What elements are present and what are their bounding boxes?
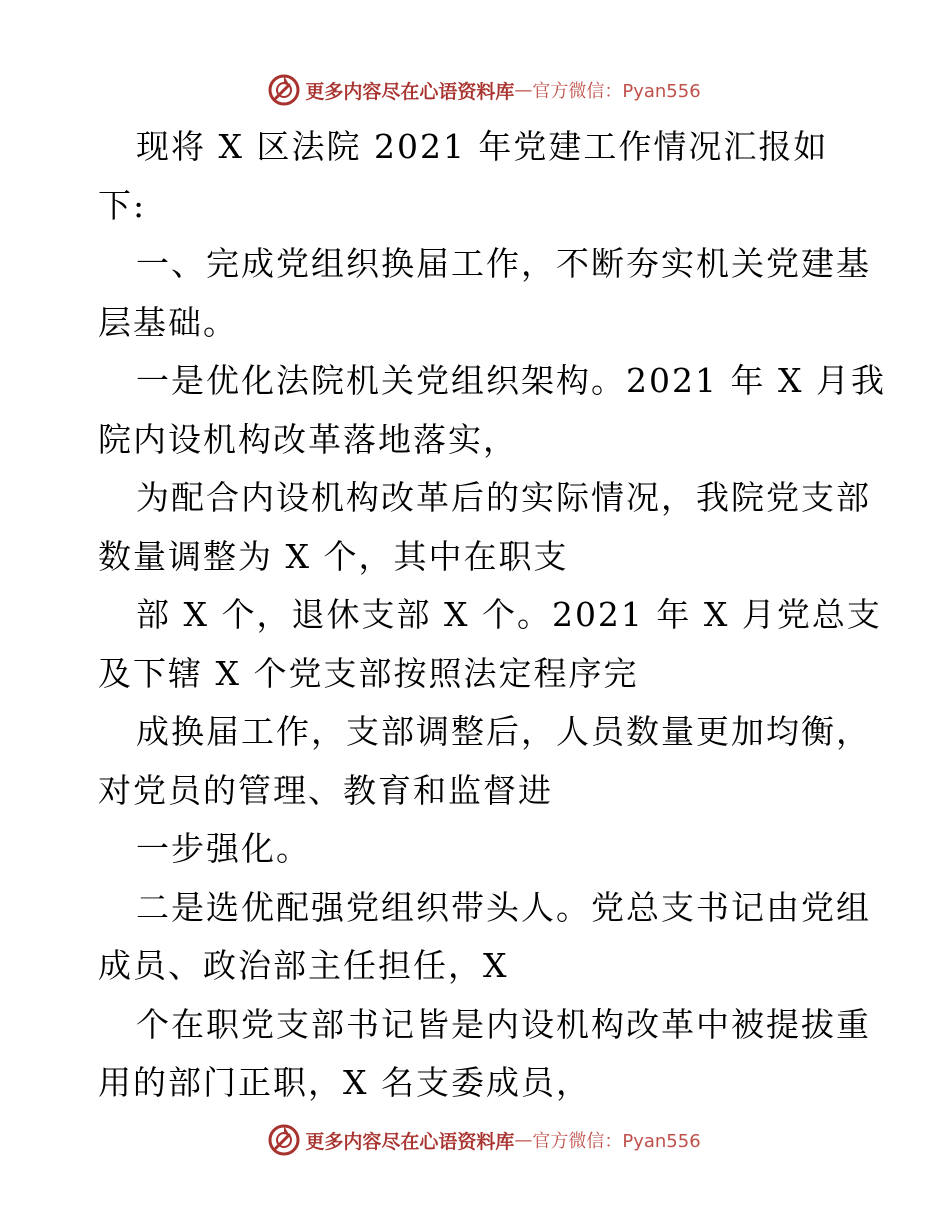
text-line: 及下辖 X 个党支部按照法定程序完 [98, 653, 639, 693]
text-line: 对党员的管理、教育和监督进 [98, 770, 553, 810]
watermark-separator: — [514, 1129, 533, 1151]
text-line: 为配合内设机构改革后的实际情况，我院党支部 [136, 478, 871, 517]
watermark-separator: — [514, 79, 533, 101]
text-line: 二是选优配强党组织带头人。党总支书记由党组 [136, 887, 871, 927]
brand-logo-icon [267, 1123, 301, 1157]
section-heading: 一、完成党组织换届工作，不断夯实机关党建基 [136, 244, 871, 283]
watermark-wechat: 官方微信：Pyan556 [532, 81, 701, 102]
watermark-text: 更多内容尽在心语资料库 [305, 80, 515, 103]
text-line: 部 X 个，退休支部 X 个。2021 年 X 月党总支 [136, 595, 882, 634]
watermark-text: 更多内容尽在心语资料库 [305, 1130, 515, 1153]
text-line: 成换届工作，支部调整后，人员数量更加均衡， [136, 712, 871, 751]
header-watermark [0, 70, 950, 110]
text-line: 院内设机构改革落地落实， [98, 419, 518, 459]
section-heading-cont: 层基础。 [98, 302, 238, 342]
text-line: 一步强化。 [136, 829, 311, 868]
text-line: 用的部门正职，X 名支委成员， [98, 1063, 591, 1102]
document-body [98, 118, 886, 1113]
text-line: 成员、政治部主任担任，X [98, 946, 509, 985]
text-line: 一是优化法院机关党组织架构。2021 年 X 月我 [136, 361, 886, 400]
text-line: 数量调整为 X 个，其中在职支 [98, 536, 569, 576]
text-line: 个在职党支部书记皆是内设机构改革中被提拔重 [136, 1004, 871, 1044]
watermark-wechat: 官方微信：Pyan556 [532, 1131, 701, 1152]
text-line: 下: [98, 185, 147, 225]
footer-watermark [0, 1120, 950, 1160]
text-line: 现将 X 区法院 2021 年党建工作情况汇报如 [136, 127, 829, 166]
brand-logo-icon [267, 73, 301, 107]
